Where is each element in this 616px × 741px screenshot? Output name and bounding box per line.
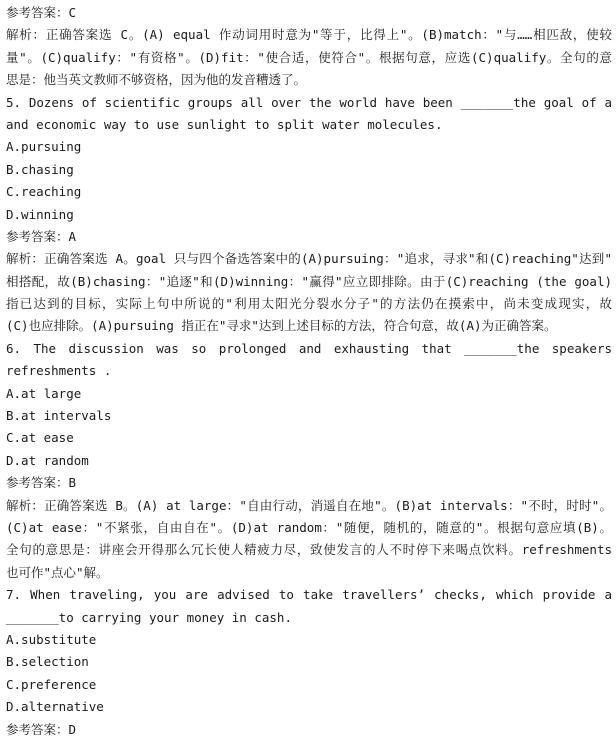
text-line: 5. Dozens of scientific groups all over the world have been _______the goal of a xyxy=(6,94,612,110)
text-line: D.alternative xyxy=(6,699,104,715)
text-line: B.chasing xyxy=(6,161,74,177)
text-line: 指已达到的目标，实际上句中所说的"利用太阳光分裂水分子"的方法仍在摸索中，尚未变成现实，故 xyxy=(6,296,612,312)
text-line: B.selection xyxy=(6,654,89,670)
text-line: 解析：正确答案选 A。goal 只与四个备选答案中的(A)pursuing："追求，寻求"和(C)reaching"达到" xyxy=(6,251,612,267)
text-line: 解析：正确答案选 B。(A) at large："自由行动，消遥自在地"。(B)at intervals："不时，时时"。 xyxy=(6,497,612,513)
text-line: C.preference xyxy=(6,676,97,692)
text-line: 参考答案：A xyxy=(6,228,77,244)
text-line: 6. The discussion was so prolonged and exhausting that _______the speakers xyxy=(6,340,612,356)
text-line: 也可作"点心"解。 xyxy=(6,564,109,580)
text-line: D.winning xyxy=(6,206,74,222)
text-line: A.at large xyxy=(6,385,82,401)
text-line: 解析：正确答案选 C。(A) equal 作动词用时意为"等于，比得上"。(B)match："与……相匹敌，使较 xyxy=(6,27,612,43)
text-line: B.at intervals xyxy=(6,408,112,424)
text-line: 参考答案：D xyxy=(6,721,77,737)
text-line: 全句的意思是：讲座会开得那么冗长使人精疲力尽，致使发言的人不时停下来喝点饮料。refreshments xyxy=(6,542,612,558)
text-line: (C)at ease："不紧张，自由自在"。(D)at random："随便，随机的，随意的"。根据句意应填(B)。 xyxy=(6,519,612,535)
text-line: 思是：他当英文教师不够资格，因为他的发音糟透了。 xyxy=(6,72,307,88)
text-line: (C)也应排除。(A)pursuing 指正在"寻求"达到上述目标的方法，符合句意，故(A)为正确答案。 xyxy=(6,318,557,334)
text-line: C.reaching xyxy=(6,184,82,200)
text-line: 参考答案：B xyxy=(6,475,77,491)
text-line: 参考答案：C xyxy=(6,5,77,20)
text-line: A.substitute xyxy=(6,631,97,647)
text-line: 量"。(C)qualify："有资格"。(D)fit："使合适，使符合"。根据句意，应选(C)qualify。全句的意 xyxy=(6,49,612,65)
text-line: A.pursuing xyxy=(6,139,82,155)
text-line: 相搭配，故(B)chasing："追逐"和(D)winning："赢得"应立即排除。由于(C)reaching (the goal) xyxy=(6,273,612,289)
text-line: C.at ease xyxy=(6,430,74,446)
text-line: 7. When traveling, you are advised to take travellers’ checks, which provide a xyxy=(6,587,612,603)
text-line: D.at random xyxy=(6,452,89,468)
text-line: refreshments . xyxy=(6,363,112,379)
text-line: _______to carrying your money in cash. xyxy=(6,609,292,625)
text-line: and economic way to use sunlight to split water molecules. xyxy=(6,116,443,132)
